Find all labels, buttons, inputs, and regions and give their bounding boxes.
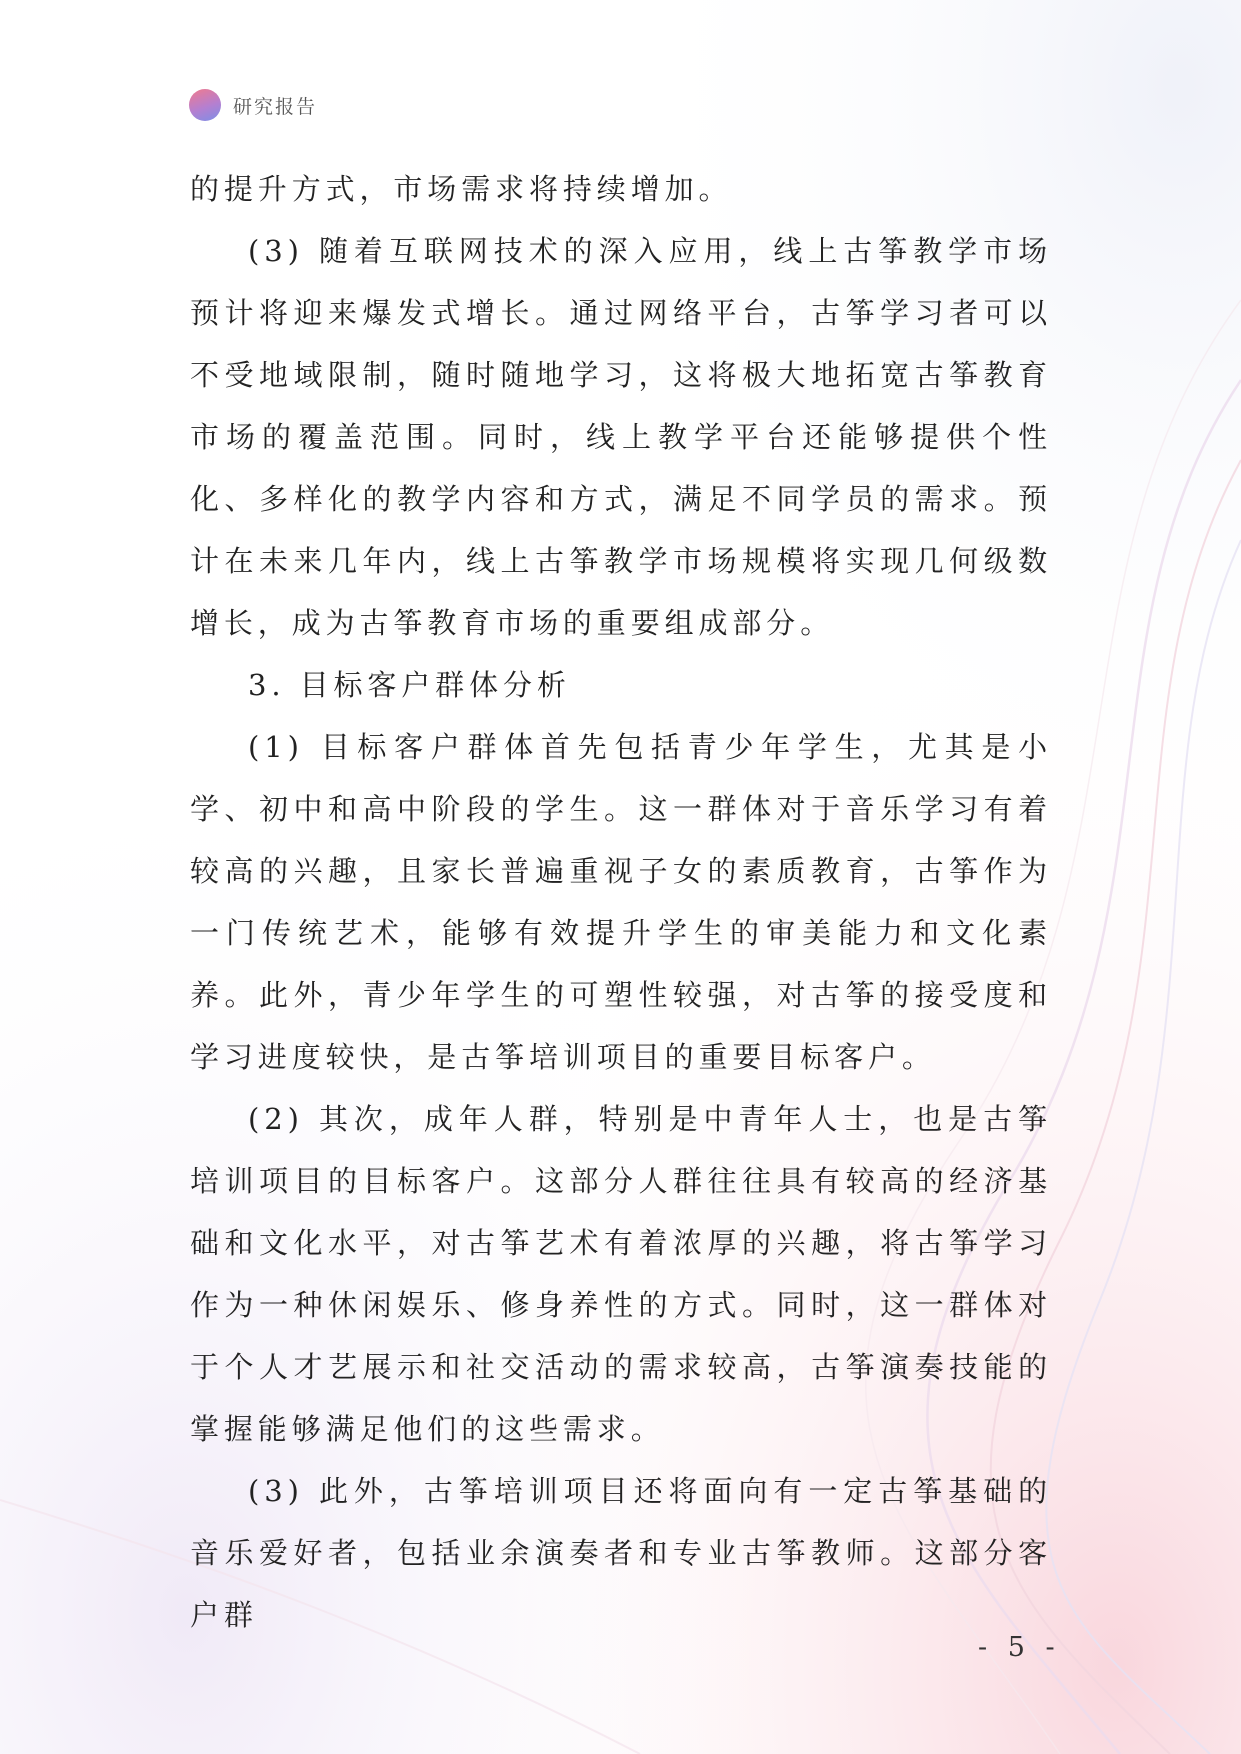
body-content — [190, 158, 1052, 1646]
page-header — [189, 88, 317, 122]
paragraph: (2) 其次，成年人群，特别是中青年人士，也是古筝培训项目的目标客户。这部分人群往往具有较高的经济基础和文化水平，对古筝艺术有着浓厚的兴趣，将古筝学习作为一种休闲娱乐、修身养性的方式。同时，这一群体对于个人才艺展示和社交活动的需求较高，古筝演奏技能的掌握能够满足他们的这些需求。 — [190, 1102, 1052, 1446]
paragraph: (1) 目标客户群体首先包括青少年学生，尤其是小学、初中和高中阶段的学生。这一群体对于音乐学习有着较高的兴趣，且家长普遍重视子女的素质教育，古筝作为一门传统艺术，能够有效提升学生的审美能力和文化素养。此外，青少年学生的可塑性较强，对古筝的接受度和学习进度较快，是古筝培训项目的重要目标客户。 — [190, 730, 1052, 1074]
section-heading: 3. 目标客户群体分析 — [248, 668, 571, 702]
header-title: 研究报告 — [233, 95, 318, 118]
page-number: - 5 - — [978, 1632, 1061, 1663]
paragraph: (3) 随着互联网技术的深入应用，线上古筝教学市场预计将迎来爆发式增长。通过网络平台，古筝学习者可以不受地域限制，随时随地学习，这将极大地拓宽古筝教育市场的覆盖范围。同时，线上教学平台还能够提供个性化、多样化的教学内容和方式，满足不同学员的需求。预计在未来几年内，线上古筝教学市场规模将实现几何级数增长，成为古筝教育市场的重要组成部分。 — [190, 234, 1052, 640]
paragraph-continuation: 的提升方式，市场需求将持续增加。 — [190, 172, 733, 206]
paragraph: (3) 此外，古筝培训项目还将面向有一定古筝基础的音乐爱好者，包括业余演奏者和专业古筝教师。这部分客户群 — [190, 1474, 1052, 1632]
logo-icon — [189, 89, 221, 121]
